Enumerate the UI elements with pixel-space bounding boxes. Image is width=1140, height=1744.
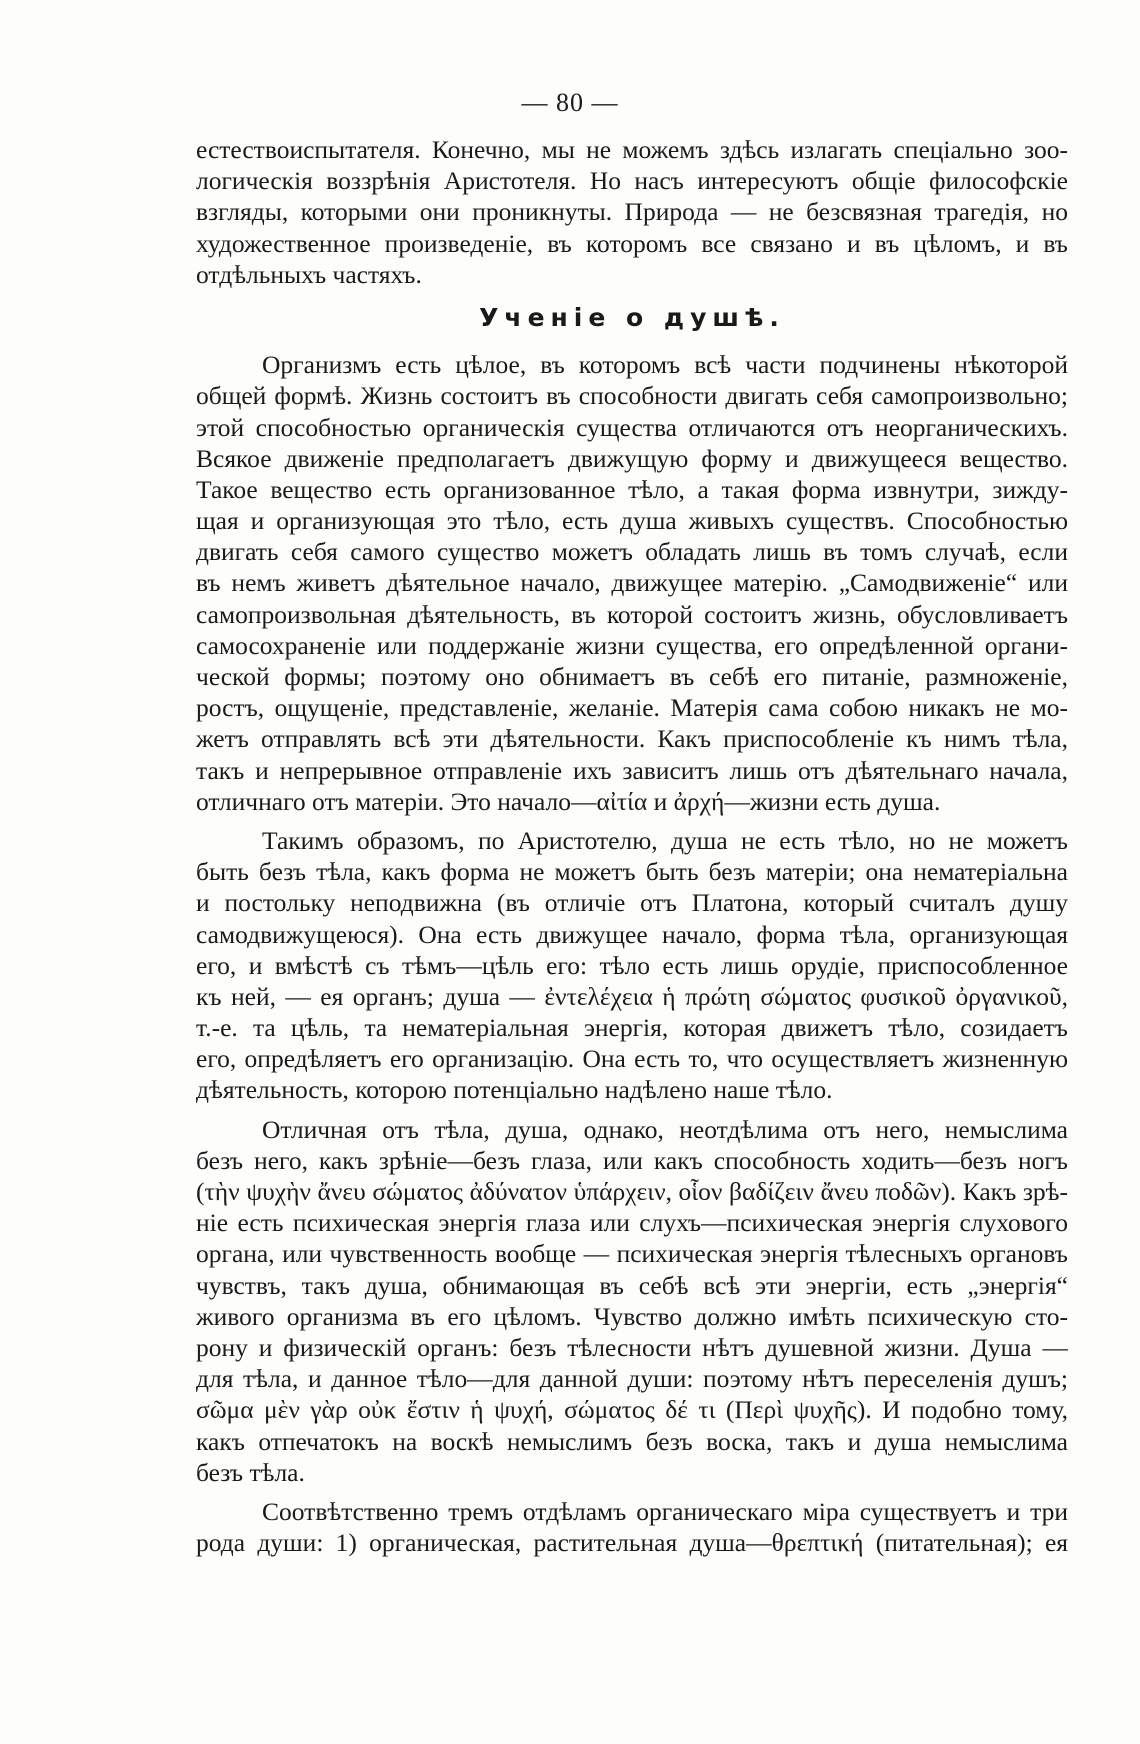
paragraph-4 [196, 1496, 1068, 1558]
text-line: безъ тѣла. [196, 1457, 305, 1487]
text-line: Соотвѣтственно тремъ отдѣламъ органическаго міра существуетъ и три [262, 1496, 1068, 1526]
page-number: — 80 — [521, 88, 619, 117]
text-line: такъ и непрерывное отправленіе ихъ зависитъ лишь отъ дѣятельнаго начала, [196, 755, 1068, 785]
text-line: безъ него, какъ зрѣніе—безъ глаза, или какъ способность ходить—безъ ногъ [196, 1145, 1068, 1175]
text-line: самосохраненіе или поддержаніе жизни существа, его опредѣленной органи- [196, 630, 1068, 660]
paragraph-3 [196, 1114, 1068, 1488]
text-line: т.-е. та цѣль, та нематеріальная энергія, которая движетъ тѣло, созидаетъ [196, 1013, 1068, 1043]
paragraph-2 [196, 825, 1068, 1106]
text-line: общей формѣ. Жизнь состоитъ въ способности двигать себя самопроизвольно; [196, 381, 1068, 411]
text-line: отдѣльныхъ частяхъ. [196, 259, 422, 289]
text-line: σῶμα μὲν γὰρ οὐκ ἔστιν ἡ ψυχή, σώματος δέ τι (Περὶ ψυχῆς). И подобно тому, [196, 1395, 1068, 1425]
text-line: естествоиспытателя. Конечно, мы не можемъ здѣсь излагать спеціально зоо- [196, 135, 1068, 164]
text-line: дѣятельность, которою потенціально надѣлено наше тѣло. [196, 1075, 833, 1105]
text-line: (τὴν ψυχὴν ἄνευ σώματος ἀδύνατον ὑπάρχειν, οἷον βαδίζειν ἄνευ ποδῶν). Какъ зрѣ- [196, 1177, 1068, 1206]
text-line: рону и физическій органъ: безъ тѣлесности нѣтъ душевной жизни. Душа — [196, 1332, 1068, 1362]
text-line: жетъ отправлять всѣ эти дѣятельности. Какъ приспособленіе къ нимъ тѣла, [196, 724, 1068, 754]
intro-paragraph [196, 134, 1068, 290]
text-line: Такое вещество есть организованное тѣло, а такая форма извнутри, зижду- [196, 474, 1068, 504]
page-text [196, 134, 1068, 1558]
text-line: чувствъ, такъ душа, обнимающая въ себѣ всѣ эти энергіи, есть „энергія“ [196, 1270, 1068, 1300]
text-line: Отличная отъ тѣла, душа, однако, неотдѣлима отъ него, немыслима [262, 1114, 1068, 1144]
text-line: ніе есть психическая энергія глаза или слухъ—психическая энергія слухового [196, 1208, 1068, 1238]
text-line: къ ней, — ея органъ; душа — ἐντελέχεια ἡ πρώτη σώματος φυσικοῦ ὀργανικοῦ, [196, 981, 1068, 1011]
paragraph-spacer [196, 1488, 1068, 1496]
text-line: этой способностью органическія существа отличаются отъ неорганическихъ. [196, 412, 1068, 442]
text-line: щая и организующая это тѣло, есть душа живыхъ существъ. Способностью [196, 506, 1068, 536]
section-heading: Ученіе о душѣ. [479, 302, 785, 332]
text-line: живого организма въ его цѣломъ. Чувство должно имѣть психическую сто- [196, 1301, 1068, 1331]
text-line: какъ отпечатокъ на воскѣ немыслимъ безъ воска, такъ и душа немыслима [196, 1426, 1068, 1456]
text-line: и постольку неподвижна (въ отличіе отъ Платона, который считалъ душу [196, 888, 1068, 918]
paragraph-spacer [196, 1106, 1068, 1114]
text-line: для тѣла, и данное тѣло—для данной души: поэтому нѣтъ переселенія душъ; [196, 1364, 1068, 1394]
text-line: самопроизвольная дѣятельность, въ которой состоитъ жизнь, обусловливаетъ [196, 599, 1068, 629]
paragraph-1 [196, 349, 1068, 817]
text-line: отличнаго отъ матеріи. Это начало—αἰτία и ἀρχή—жизни есть душа. [196, 786, 941, 816]
text-line: его, опредѣляетъ его организацію. Она есть то, что осуществляетъ жизненную [196, 1044, 1068, 1074]
text-line: его, и вмѣстѣ съ тѣмъ—цѣль его: тѣло есть лишь орудіе, приспособленное [196, 950, 1068, 980]
text-line: Всякое движеніе предполагаетъ движущую форму и движущееся вещество. [196, 443, 1068, 473]
text-line: самодвижущеюся). Она есть движущее начало, форма тѣла, организующая [196, 919, 1068, 949]
text-line: въ немъ живетъ дѣятельное начало, движущее матерію. „Самодвиженіе“ или [196, 568, 1068, 598]
text-line: логическія воззрѣнія Аристотеля. Но насъ интересуютъ общіе философскіе [196, 166, 1068, 196]
text-line: взгляды, которыми они проникнуты. Природа — не безсвязная трагедія, но [196, 197, 1068, 227]
text-line: рода души: 1) органическая, растительная душа—θρεπτική (питательная); ея [196, 1528, 1068, 1558]
text-line: ческой формы; поэтому оно обнимаетъ въ себѣ его питаніе, размноженіе, [196, 662, 1068, 691]
text-line: двигать себя самого существо можетъ обладать лишь въ томъ случаѣ, если [196, 537, 1068, 567]
text-line: Такимъ образомъ, по Аристотелю, душа не есть тѣло, но не можетъ [262, 825, 1068, 855]
text-line: быть безъ тѣла, какъ форма не можетъ быть безъ матеріи; она нематеріальна [196, 857, 1068, 887]
text-line: художественное произведеніе, въ которомъ все связано и въ цѣломъ, и въ [196, 228, 1068, 258]
text-line: органа, или чувственность вообще — психическая энергія тѣлесныхъ органовъ [196, 1239, 1068, 1269]
text-line: ростъ, ощущеніе, представленіе, желаніе. Матерія сама собою никакъ не мо- [196, 693, 1068, 723]
paragraph-spacer [196, 817, 1068, 825]
text-line: Организмъ есть цѣлое, въ которомъ всѣ части подчинены нѣкоторой [262, 350, 1068, 380]
